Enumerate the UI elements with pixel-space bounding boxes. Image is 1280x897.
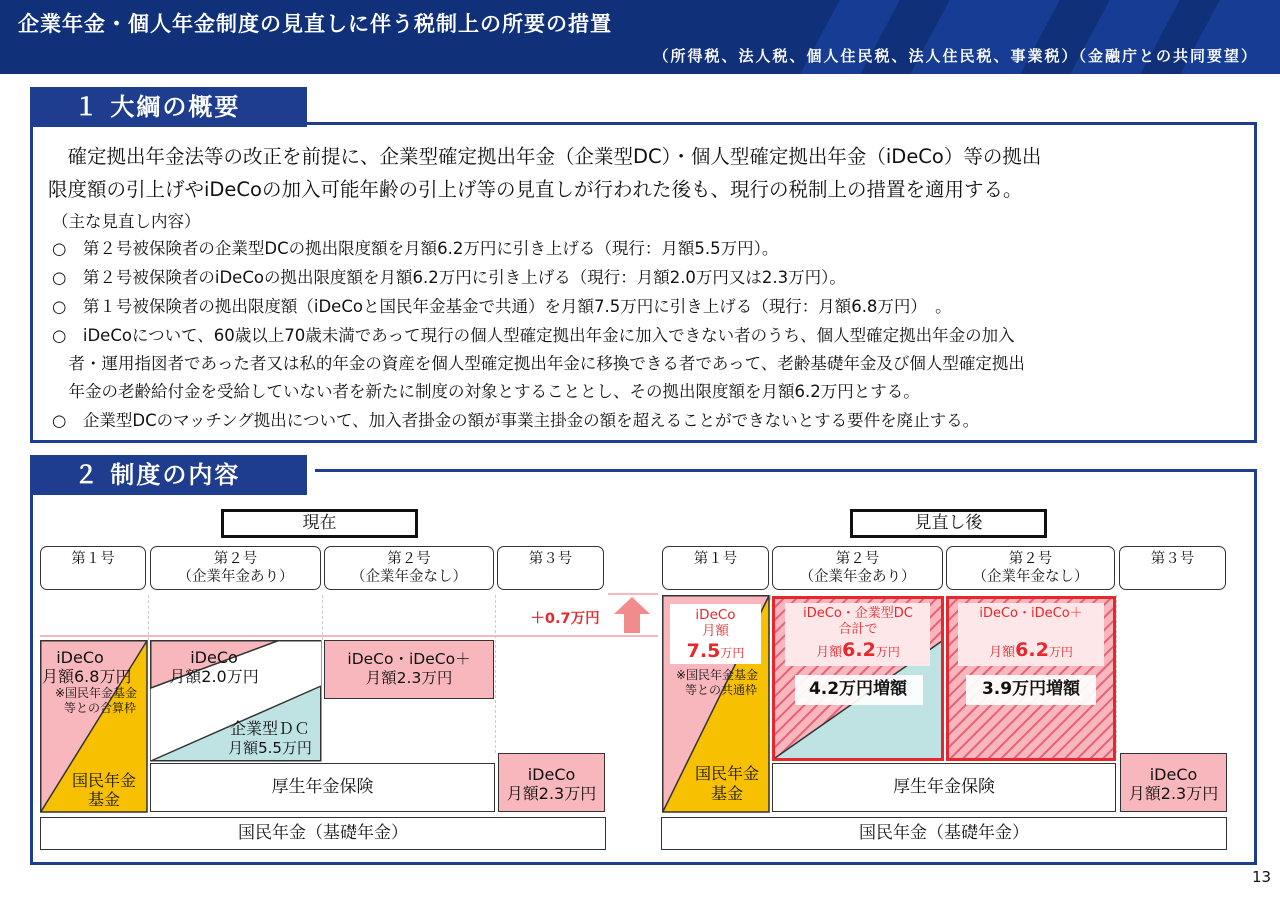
revised-box2-a: iDeCo・企業型DC [803, 606, 913, 621]
list-item: ○ 第１号被保険者の拠出限度額（iDeCoと国民年金基金で共通）を月額7.5万円に引き上げる（現行：月額6.8万円） 。 [52, 297, 952, 316]
revised-box3-amount: 月額6.2万円 [989, 639, 1073, 661]
current-dc-name: 企業型ＤＣ [229, 719, 310, 738]
increase-label: ＋0.7万円 [530, 611, 600, 627]
revised-col-3-label: 第２号 （企業年金なし） [946, 546, 1115, 590]
section2-heading: ２ 制度の内容 [30, 455, 307, 495]
revised-ideco1-name: iDeCo [695, 607, 736, 623]
list-item: 者・運用指図者であった者又は私的年金の資産を個人型確定拠出年金に移換できる者であって、老齢基礎年金及び個人型確定拠出 [52, 354, 1025, 373]
revised-box2-increase: 4.2万円増額 [808, 679, 908, 699]
current-ideco1-amount: 月額6.8万円 [42, 667, 132, 686]
revised-kousei-box: 厚生年金保険 [772, 763, 1116, 812]
current-ideco2-amount: 月額2.0万円 [169, 667, 259, 686]
current-kikin-b: 基金 [87, 790, 120, 809]
revised-kokumin-box: 国民年金（基礎年金） [661, 817, 1227, 850]
list-item: ○ 第２号被保険者のiDeCoの拠出限度額を月額6.2万円に引き上げる（現行：月額2.0万円又は2.3万円）。 [52, 268, 846, 287]
list-item: 年金の老齢給付金を受給していない者を新たに制度の対象とすることとし、その拠出限度額を月額6.2万円とする。 [52, 382, 920, 401]
page-subtitle: （所得税、法人税、個人住民税、法人住民税、事業税）（金融庁との共同要望） [653, 47, 1258, 65]
current-ideco3-box [324, 640, 494, 699]
lead-line-2: 限度額の引上げやiDeCoの加入可能年齢の引上げ等の見直しが行われた後も、現行の税制上の措置を適用する。 [48, 178, 1023, 201]
revised-ideco4-box [1120, 753, 1227, 812]
revised-kikin-a: 国民年金 [694, 764, 759, 783]
current-ideco4-name: iDeCo [527, 765, 576, 784]
revised-col-4-label: 第３号 [1119, 546, 1226, 590]
revised-col-1-label: 第１号 [662, 546, 769, 590]
current-note1-b: 等との合算枠 [63, 701, 136, 715]
current-col-3-label: 第２号 （企業年金なし） [324, 546, 494, 590]
revised-note1-b: 等との共通枠 [684, 683, 757, 697]
revised-ideco1-monthly: 月額 [702, 623, 729, 639]
current-col-1-label: 第１号 [40, 546, 146, 590]
current-kokumin-box: 国民年金（基礎年金） [40, 817, 606, 850]
current-kikin-a: 国民年金 [71, 771, 136, 790]
current-kousei-box: 厚生年金保険 [150, 763, 495, 812]
current-note1-a: ※国民年金基金 [54, 686, 138, 700]
sub-heading: （主な見直し内容） [52, 212, 201, 231]
revised-box3-a: iDeCo・iDeCo＋ [979, 606, 1083, 621]
revised-box3-increase: 3.9万円増額 [981, 679, 1081, 699]
up-arrow-icon [613, 596, 651, 634]
current-dc-amount: 月額5.5万円 [228, 739, 312, 757]
current-ideco2-name: iDeCo [190, 648, 238, 667]
list-item: ○ iDeCoについて、60歳以上70歳未満であって現行の個人型確定拠出年金に加入できない者のうち、個人型確定拠出年金の加入 [52, 326, 1015, 345]
page-number: 13 [1252, 868, 1272, 886]
revised-ideco4-name: iDeCo [1149, 765, 1198, 784]
revised-label: 見直し後 [850, 509, 1047, 538]
revised-kikin-b: 基金 [710, 784, 743, 803]
current-col-2-label: 第２号 （企業年金あり） [150, 546, 321, 590]
revised-col-2-label: 第２号 （企業年金あり） [772, 546, 943, 590]
current-ideco1-name: iDeCo [56, 648, 104, 667]
current-ideco4-amount: 月額2.3万円 [506, 784, 597, 803]
revised-box2-b: 合計で [838, 622, 878, 637]
revised-note1-a: ※国民年金基金 [675, 668, 759, 682]
current-ideco3-amount: 月額2.3万円 [365, 669, 453, 687]
list-item: ○ 第２号被保険者の企業型DCの拠出限度額を月額6.2万円に引き上げる（現行：月額5.5万円）。 [52, 239, 779, 258]
current-label: 現在 [221, 509, 418, 538]
current-ideco4-box [498, 753, 605, 812]
section1-heading: １ 大綱の概要 [30, 87, 307, 127]
revised-ideco4-amount: 月額2.3万円 [1128, 784, 1219, 803]
current-col-4-label: 第３号 [497, 546, 604, 590]
current-ideco3-name: iDeCo・iDeCo＋ [347, 650, 471, 668]
revised-box2-amount: 月額6.2万円 [816, 639, 900, 661]
revised-ideco1-amount: 7.5万円 [686, 640, 745, 662]
page-title: 企業年金・個人年金制度の見直しに伴う税制上の所要の措置 [18, 12, 612, 36]
lead-line-1: 確定拠出年金法等の改正を前提に、企業型確定拠出年金（企業型DC）・個人型確定拠出年金（iDeCo）等の拠出 [48, 145, 1042, 168]
list-item: ○ 企業型DCのマッチング拠出について、加入者掛金の額が事業主掛金の額を超えることができないとする要件を廃止する。 [52, 411, 980, 430]
